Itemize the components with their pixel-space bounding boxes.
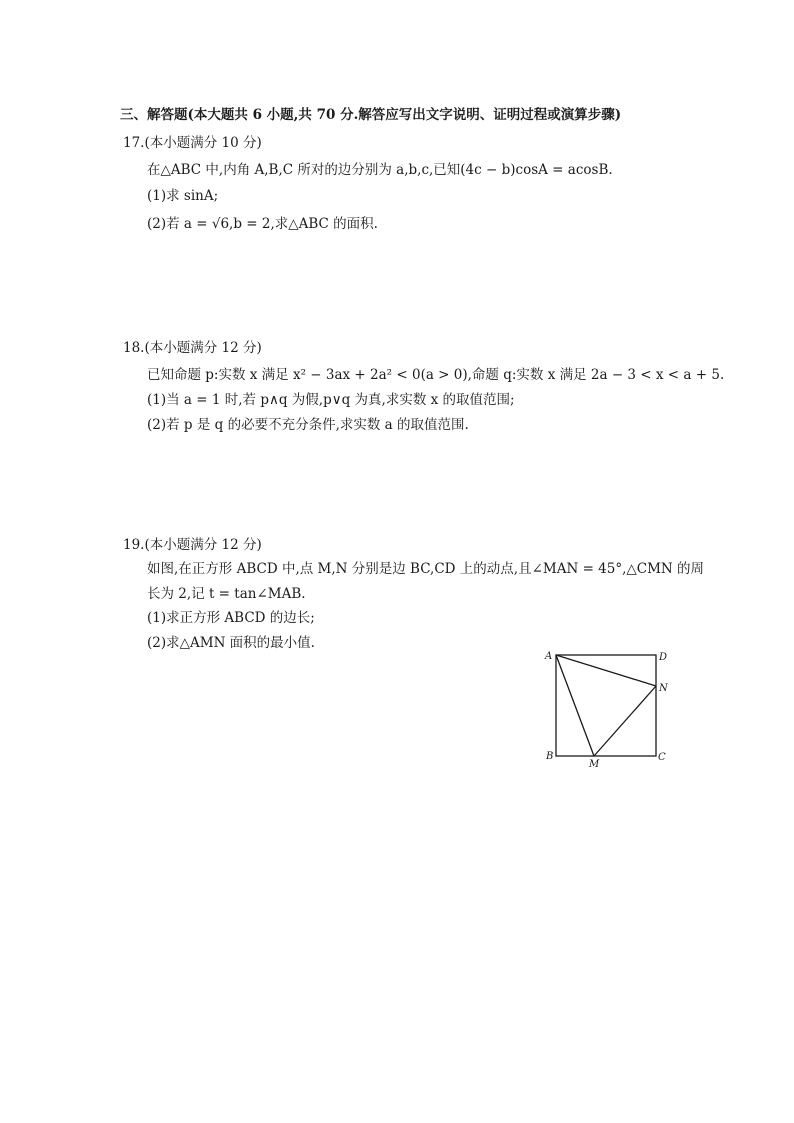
square-diagram (540, 645, 670, 770)
label-b: B (546, 751, 554, 762)
label-c: C (658, 752, 666, 763)
q17-title: 17.(本小题满分 10 分) (123, 135, 262, 151)
q17-part1: (1)求 sinA; (147, 188, 219, 204)
q17-body: 在△ABC 中,内角 A,B,C 所对的边分别为 a,b,c,已知(4c − b)cosA = acosB. (147, 162, 613, 178)
label-a: A (545, 651, 553, 662)
segment-mn (594, 686, 656, 756)
q19-title: 19.(本小题满分 12 分) (123, 537, 262, 553)
segment-am (556, 655, 594, 756)
q18-part1: (1)当 a = 1 时,若 p∧q 为假,p∨q 为真,求实数 x 的取值范围; (147, 392, 515, 408)
square-figure (540, 645, 670, 770)
label-n: N (659, 683, 668, 694)
q19-body-line2: 长为 2,记 t = tan∠MAB. (147, 586, 306, 602)
q19-part1: (1)求正方形 ABCD 的边长; (147, 610, 315, 626)
q17-part2: (2)若 a = √6,b = 2,求△ABC 的面积. (147, 216, 378, 232)
segment-an (556, 655, 656, 686)
q18-body: 已知命题 p:实数 x 满足 x² − 3ax + 2a² < 0(a > 0),命题 q:实数 x 满足 2a − 3 < x < a + 5. (147, 367, 725, 383)
q18-part2: (2)若 p 是 q 的必要不充分条件,求实数 a 的取值范围. (147, 417, 469, 433)
q18-title: 18.(本小题满分 12 分) (123, 340, 262, 356)
label-d: D (659, 652, 668, 663)
q19-body-line1: 如图,在正方形 ABCD 中,点 M,N 分别是边 BC,CD 上的动点,且∠MAN = 45°,△CMN 的周 (147, 561, 705, 577)
section-header: 三、解答题(本大题共 6 小题,共 70 分.解答应写出文字说明、证明过程或演算步骤) (120, 107, 622, 123)
q19-part2: (2)求△AMN 面积的最小值. (147, 635, 315, 651)
label-m: M (589, 759, 600, 770)
